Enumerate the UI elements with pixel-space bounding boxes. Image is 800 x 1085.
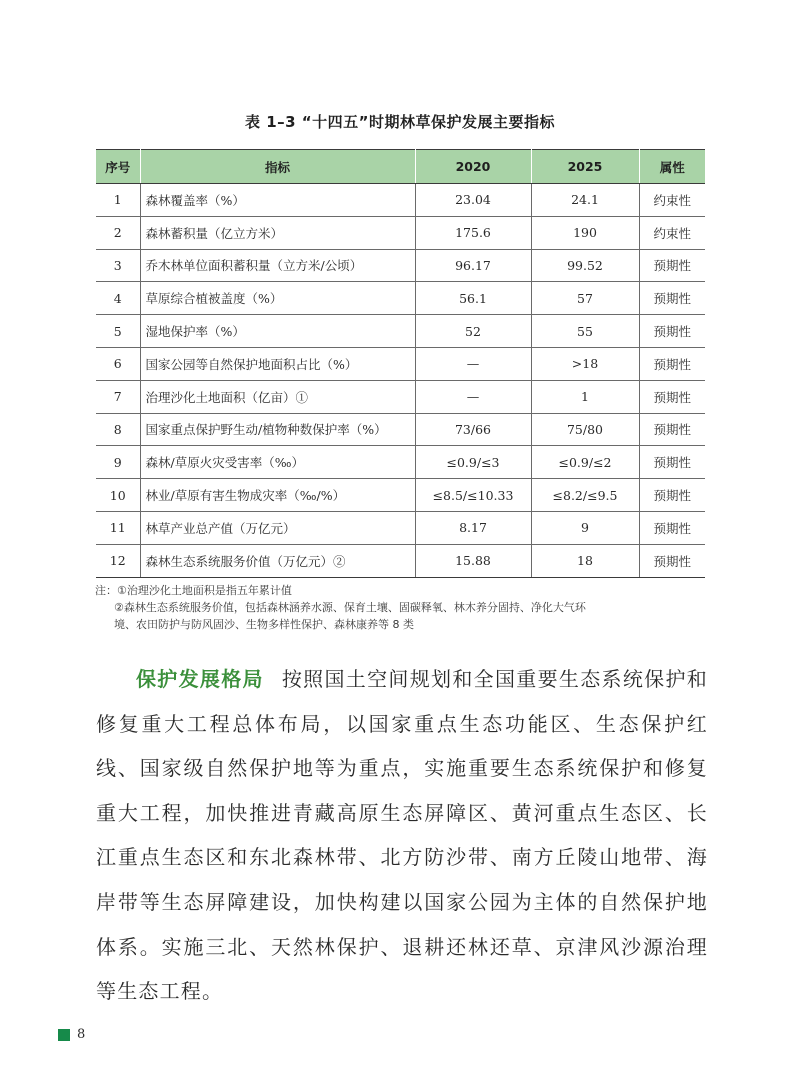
cell-attribute: 约束性 [639, 216, 705, 249]
cell-2020: — [415, 347, 531, 380]
cell-2020: 23.04 [415, 184, 531, 217]
cell-index: 3 [96, 249, 140, 282]
table-row [96, 446, 705, 479]
table-row [96, 479, 705, 512]
folio-square-icon [58, 1029, 70, 1041]
cell-attribute: 预期性 [639, 282, 705, 315]
cell-index: 9 [96, 446, 140, 479]
cell-indicator: 国家重点保护野生动/植物种数保护率（%） [140, 413, 415, 446]
cell-attribute: 预期性 [639, 446, 705, 479]
header-2020: 2020 [415, 150, 531, 184]
cell-attribute: 预期性 [639, 315, 705, 348]
table-row [96, 544, 705, 577]
cell-indicator: 森林生态系统服务价值（万亿元）② [140, 544, 415, 577]
cell-attribute: 预期性 [639, 544, 705, 577]
table-row [96, 315, 705, 348]
cell-indicator: 草原综合植被盖度（%） [140, 282, 415, 315]
table-notes [95, 582, 715, 633]
cell-2025: 9 [531, 511, 639, 544]
note-line-2: ②森林生态系统服务价值，包括森林涵养水源、保育土壤、固碳释氧、林木养分固持、净化大气环 [114, 601, 586, 614]
paragraph-heading: 保护发展格局 [136, 667, 264, 691]
table-row [96, 249, 705, 282]
cell-indicator: 治理沙化土地面积（亿亩）① [140, 380, 415, 413]
cell-2020: 56.1 [415, 282, 531, 315]
cell-index: 6 [96, 347, 140, 380]
page-footer [58, 1027, 85, 1042]
cell-attribute: 预期性 [639, 380, 705, 413]
cell-index: 5 [96, 315, 140, 348]
cell-indicator: 国家公园等自然保护地面积占比（%） [140, 347, 415, 380]
cell-indicator: 林草产业总产值（万亿元） [140, 511, 415, 544]
cell-index: 1 [96, 184, 140, 217]
cell-2025: 190 [531, 216, 639, 249]
cell-attribute: 预期性 [639, 347, 705, 380]
table-title: 表 1–3 “十四五”时期林草保护发展主要指标 [244, 113, 556, 131]
cell-index: 4 [96, 282, 140, 315]
cell-index: 11 [96, 511, 140, 544]
paragraph-body: 按照国土空间规划和全国重要生态系统保护和修复重大工程总体布局，以国家重点生态功能区、生态保护红线、国家级自然保护地等为重点，实施重要生态系统保护和修复重大工程，加快推进青藏高原生态屏障区、黄河重点生态区、长江重点生态区和东北森林带、北方防沙带、南方丘陵山地带、海岸带等生态屏障建设，加快构建以国家公园为主体的自然保护地体系。实施三北、天然林保护、退耕还林还草、京津风沙源治理等生态工程。 [96, 667, 709, 1004]
cell-indicator: 森林覆盖率（%） [140, 184, 415, 217]
table-header-row [96, 150, 705, 184]
cell-indicator: 湿地保护率（%） [140, 315, 415, 348]
cell-2025: >18 [531, 347, 639, 380]
cell-index: 10 [96, 479, 140, 512]
cell-index: 7 [96, 380, 140, 413]
header-index: 序号 [96, 150, 140, 184]
table-row [96, 282, 705, 315]
cell-2020: — [415, 380, 531, 413]
header-attribute: 属性 [639, 150, 705, 184]
cell-2025: 55 [531, 315, 639, 348]
header-indicator: 指标 [140, 150, 415, 184]
cell-2025: 24.1 [531, 184, 639, 217]
cell-indicator: 森林蓄积量（亿立方米） [140, 216, 415, 249]
table-row [96, 184, 705, 217]
table-row [96, 380, 705, 413]
cell-2020: 175.6 [415, 216, 531, 249]
cell-2025: ≤8.2/≤9.5 [531, 479, 639, 512]
cell-2025: 1 [531, 380, 639, 413]
cell-attribute: 预期性 [639, 511, 705, 544]
cell-2020: 52 [415, 315, 531, 348]
cell-2020: 15.88 [415, 544, 531, 577]
table-row [96, 216, 705, 249]
cell-index: 12 [96, 544, 140, 577]
cell-attribute: 预期性 [639, 479, 705, 512]
cell-2025: 99.52 [531, 249, 639, 282]
body-paragraph [96, 657, 708, 1014]
cell-2020: ≤0.9/≤3 [415, 446, 531, 479]
cell-index: 8 [96, 413, 140, 446]
cell-2020: 73/66 [415, 413, 531, 446]
cell-2020: ≤8.5/≤10.33 [415, 479, 531, 512]
note-line-1: 注：①治理沙化土地面积是指五年累计值 [95, 584, 292, 597]
note-line-3: 境、农田防护与防风固沙、生物多样性保护、森林康养等 8 类 [114, 618, 414, 631]
cell-2025: 57 [531, 282, 639, 315]
page-number: 8 [77, 1027, 86, 1042]
cell-attribute: 预期性 [639, 413, 705, 446]
cell-attribute: 预期性 [639, 249, 705, 282]
cell-2025: 75/80 [531, 413, 639, 446]
cell-indicator: 乔木林单位面积蓄积量（立方米/公顷） [140, 249, 415, 282]
table-row [96, 347, 705, 380]
cell-2020: 8.17 [415, 511, 531, 544]
cell-attribute: 约束性 [639, 184, 705, 217]
table-row [96, 511, 705, 544]
cell-2025: 18 [531, 544, 639, 577]
cell-index: 2 [96, 216, 140, 249]
cell-indicator: 森林/草原火灾受害率（‰） [140, 446, 415, 479]
cell-2025: ≤0.9/≤2 [531, 446, 639, 479]
cell-indicator: 林业/草原有害生物成灾率（‰/%） [140, 479, 415, 512]
header-2025: 2025 [531, 150, 639, 184]
indicators-table [96, 149, 705, 578]
cell-2020: 96.17 [415, 249, 531, 282]
table-row [96, 413, 705, 446]
